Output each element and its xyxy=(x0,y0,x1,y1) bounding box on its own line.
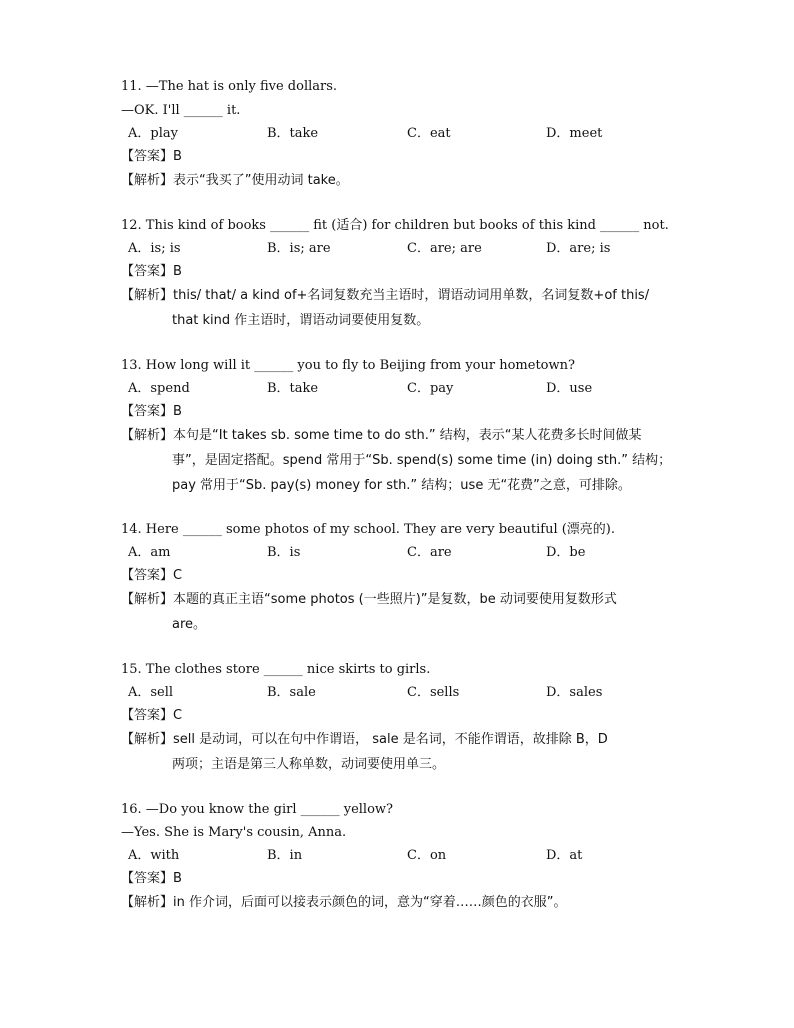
option-b: B．is xyxy=(267,545,301,560)
option-d: D．are; is xyxy=(546,241,611,256)
explanation-line-2: 两项；主语是第三人称单数，动词要使用单三。 xyxy=(172,757,446,772)
question-stem: 11. —The hat is only five dollars. xyxy=(121,79,338,94)
option-c: C．eat xyxy=(407,126,451,141)
answer-line: 【答案】B xyxy=(121,149,182,164)
option-a: A．is; is xyxy=(128,241,181,256)
option-d: D．use xyxy=(546,381,593,396)
answer-line: 【答案】B xyxy=(121,264,182,279)
question-stem: 14. Here ______ some photos of my school. They are very beautiful (漂亮的). xyxy=(121,522,616,537)
explanation-line-2: that kind 作主语时，谓语动词要使用复数。 xyxy=(172,313,430,328)
explanation-line-1: 【解析】本句是“It takes sb. some time to do sth.” 结构，表示“某人花费多长时间做某 xyxy=(121,428,642,443)
options-row xyxy=(128,240,688,258)
question-stem: 12. This kind of books ______ fit (适合) for children but books of this kind ______ not. xyxy=(121,218,669,233)
question-stem-line-2: —OK. I'll ______ it. xyxy=(121,103,241,118)
option-b: B．take xyxy=(267,381,319,396)
option-c: C．pay xyxy=(407,381,454,396)
explanation-line-1: 【解析】in 作介词，后面可以接表示颜色的词，意为“穿着……颜色的衣服”。 xyxy=(121,895,567,910)
option-c: C．are; are xyxy=(407,241,482,256)
option-b: B．is; are xyxy=(267,241,331,256)
option-d: D．sales xyxy=(546,685,603,700)
options-row xyxy=(128,125,688,143)
explanation-line-2: are。 xyxy=(172,617,207,632)
option-b: B．take xyxy=(267,126,319,141)
explanation-line-1: 【解析】this/ that/ a kind of+名词复数充当主语时，谓语动词用单数，名词复数+of this/ xyxy=(121,288,650,303)
option-d: D．at xyxy=(546,848,583,863)
explanation-line-1: 【解析】表示“我买了”使用动词 take。 xyxy=(121,173,349,188)
option-c: C．on xyxy=(407,848,447,863)
option-c: C．are xyxy=(407,545,452,560)
options-row xyxy=(128,684,688,702)
question-stem: 15. The clothes store ______ nice skirts to girls. xyxy=(121,662,431,677)
option-b: B．in xyxy=(267,848,303,863)
options-row xyxy=(128,544,688,562)
option-a: A．sell xyxy=(128,685,174,700)
option-c: C．sells xyxy=(407,685,460,700)
answer-line: 【答案】C xyxy=(121,708,183,723)
explanation-line-1: 【解析】本题的真正主语“some photos (一些照片)”是复数，be 动词要使用复数形式 xyxy=(121,592,617,607)
answer-line: 【答案】B xyxy=(121,871,182,886)
option-d: D．meet xyxy=(546,126,603,141)
option-a: A．play xyxy=(128,126,178,141)
option-a: A．with xyxy=(128,848,180,863)
answer-line: 【答案】C xyxy=(121,568,183,583)
option-a: A．spend xyxy=(128,381,190,396)
options-row xyxy=(128,847,688,865)
question-stem-line-2: —Yes. She is Mary's cousin, Anna. xyxy=(121,825,347,840)
question-stem: 13. How long will it ______ you to fly to Beijing from your hometown? xyxy=(121,358,575,373)
question-stem: 16. —Do you know the girl ______ yellow? xyxy=(121,802,394,817)
explanation-line-3: pay 常用于“Sb. pay(s) money for sth.” 结构；use 无“花费”之意，可排除。 xyxy=(172,478,631,493)
option-a: A．am xyxy=(128,545,171,560)
answer-line: 【答案】B xyxy=(121,404,182,419)
option-d: D．be xyxy=(546,545,586,560)
explanation-line-1: 【解析】sell 是动词，可以在句中作谓语， sale 是名词，不能作谓语，故排除 B，D xyxy=(121,732,608,747)
option-b: B．sale xyxy=(267,685,316,700)
explanation-line-2: 事”，是固定搭配。spend 常用于“Sb. spend(s) some time (in) doing sth.” 结构； xyxy=(172,453,672,468)
options-row xyxy=(128,380,688,398)
